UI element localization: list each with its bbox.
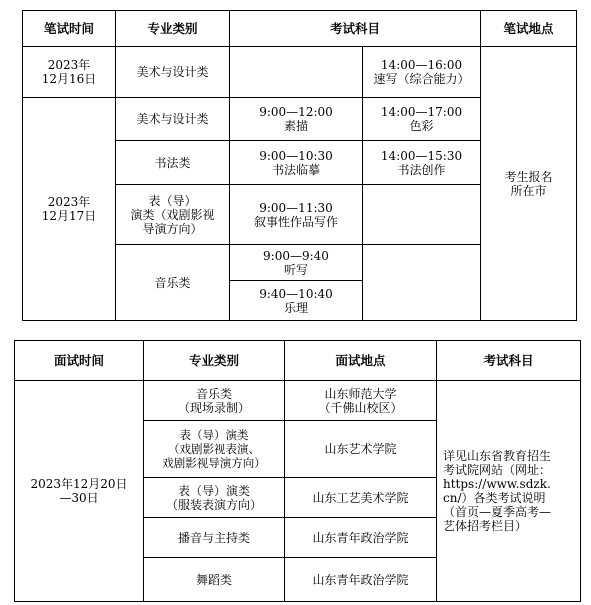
subject-cell: 14:00—16:00 速写（综合能力） [363, 47, 481, 98]
written-exam-table [22, 10, 577, 321]
location-cell: 考生报名 所在市 [481, 47, 577, 321]
subject-cell [363, 185, 481, 245]
header-subjects: 考试科目 [230, 11, 481, 47]
empty-cell [363, 245, 481, 321]
subject-cell: 9:00—12:00 素描 [230, 98, 363, 141]
location-cell: 山东青年政治学院 [285, 558, 437, 602]
table-header-row [23, 11, 577, 47]
category-cell: 书法类 [116, 141, 230, 185]
subject-cell: 9:00—10:30 书法临摹 [230, 141, 363, 185]
subject-cell: 9:00—9:40 听写 [230, 245, 363, 281]
header-category: 专业类别 [116, 11, 230, 47]
header-interview-location: 面试地点 [285, 341, 437, 381]
header-written-location: 笔试地点 [481, 11, 577, 47]
header-subjects: 考试科目 [437, 341, 581, 381]
location-cell: 山东师范大学 （千佛山校区） [285, 381, 437, 421]
category-cell: 表（导）演类 （服装表演方向） [144, 478, 285, 518]
exam-date-cell: 2023年 12月17日 [23, 98, 116, 321]
exam-info-note: 详见山东省教育招生 考试院网站（网址： https://www.sdzk. cn/）各类考试说明 （首页—夏季高考— 艺体招考栏目） [437, 381, 581, 602]
category-cell: 美术与设计类 [116, 98, 230, 141]
category-cell: 美术与设计类 [116, 47, 230, 98]
subject-cell: 14:00—15:30 书法创作 [363, 141, 481, 185]
category-cell: 表（导） 演类（戏剧影视 导演方向） [116, 185, 230, 245]
table-row [15, 381, 581, 421]
header-interview-time: 面试时间 [15, 341, 144, 381]
table-row [23, 47, 577, 98]
category-cell: 音乐类 [116, 245, 230, 321]
interview-exam-table [14, 340, 581, 602]
header-category: 专业类别 [144, 341, 285, 381]
subject-cell: 9:40—10:40 乐理 [230, 281, 363, 321]
category-cell: 表（导）演类 （戏剧影视表演、 戏剧影视导演方向） [144, 421, 285, 478]
interview-date-cell: 2023年12月20日 —30日 [15, 381, 144, 602]
category-cell: 舞蹈类 [144, 558, 285, 602]
subject-cell: 14:00—17:00 色彩 [363, 98, 481, 141]
location-cell: 山东工艺美术学院 [285, 478, 437, 518]
exam-date-cell: 2023年 12月16日 [23, 47, 116, 98]
table-header-row [15, 341, 581, 381]
category-cell: 音乐类 （现场录制） [144, 381, 285, 421]
category-cell: 播音与主持类 [144, 518, 285, 558]
location-cell: 山东青年政治学院 [285, 518, 437, 558]
subject-cell: 9:00—11:30 叙事性作品写作 [230, 185, 363, 245]
header-written-time: 笔试时间 [23, 11, 116, 47]
location-cell: 山东艺术学院 [285, 421, 437, 478]
subject-cell [230, 47, 363, 98]
